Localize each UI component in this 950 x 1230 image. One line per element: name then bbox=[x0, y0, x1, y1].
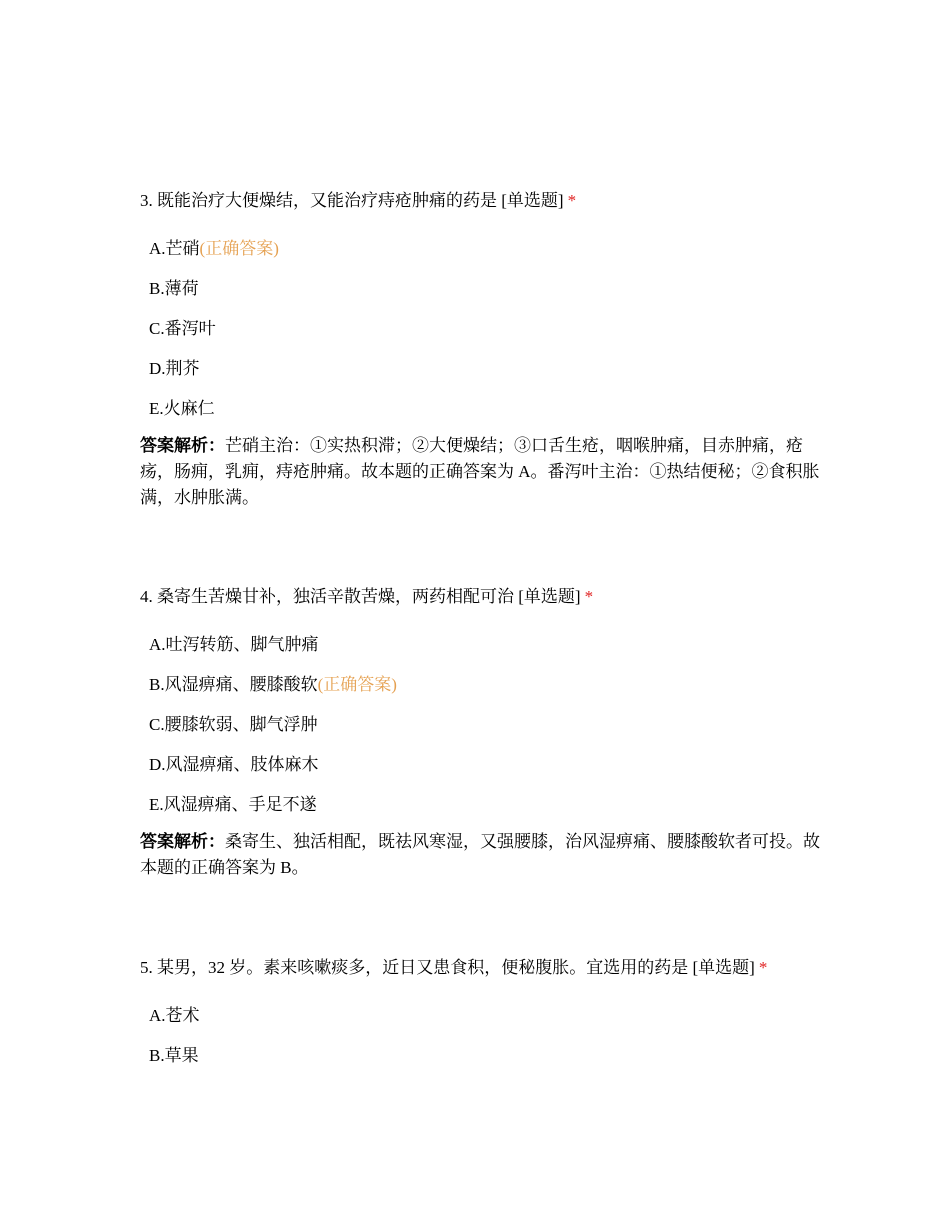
question-4 bbox=[140, 578, 820, 881]
option-text: A.芒硝 bbox=[149, 239, 200, 258]
option-e[interactable] bbox=[149, 785, 820, 825]
correct-answer-tag: (正确答案) bbox=[199, 239, 279, 258]
answer-analysis bbox=[140, 829, 820, 881]
option-list bbox=[149, 229, 820, 429]
option-c[interactable] bbox=[149, 705, 820, 745]
question-title-text: 3. 既能治疗大便燥结，又能治疗痔疮肿痛的药是 [单选题] bbox=[140, 191, 564, 210]
required-mark: * bbox=[758, 958, 768, 977]
option-c[interactable] bbox=[149, 309, 820, 349]
answer-analysis bbox=[140, 433, 820, 511]
option-d[interactable] bbox=[149, 745, 820, 785]
question-3 bbox=[140, 182, 820, 511]
analysis-text: 桑寄生、独活相配，既祛风寒湿，又强腰膝，治风湿痹痛、腰膝酸软者可投。故本题的正确答案为 B。 bbox=[140, 832, 820, 877]
option-d[interactable] bbox=[149, 349, 820, 389]
option-list bbox=[149, 996, 800, 1076]
option-text: A.吐泻转筋、脚气肿痛 bbox=[149, 635, 319, 654]
option-list bbox=[149, 625, 820, 825]
analysis-text: 芒硝主治：①实热积滞；②大便燥结；③口舌生疮，咽喉肿痛，目赤肿痛，疮疡，肠痈，乳痈，痔疮肿痛。故本题的正确答案为 A。番泻叶主治：①热结便秘；②食积胀满，水肿胀满。 bbox=[140, 436, 820, 507]
option-a[interactable] bbox=[149, 625, 820, 665]
question-5 bbox=[140, 949, 800, 1076]
option-a[interactable] bbox=[149, 996, 800, 1036]
required-mark: * bbox=[584, 587, 594, 606]
option-text: A.苍术 bbox=[149, 1006, 200, 1025]
question-title bbox=[140, 578, 820, 615]
option-text: E.风湿痹痛、手足不遂 bbox=[149, 795, 317, 814]
option-text: C.腰膝软弱、脚气浮肿 bbox=[149, 715, 318, 734]
option-text: D.荆芥 bbox=[149, 359, 200, 378]
option-text: B.风湿痹痛、腰膝酸软 bbox=[149, 675, 318, 694]
option-text: C.番泻叶 bbox=[149, 319, 216, 338]
analysis-label: 答案解析： bbox=[140, 436, 225, 455]
question-title-text: 4. 桑寄生苦燥甘补，独活辛散苦燥，两药相配可治 [单选题] bbox=[140, 587, 581, 606]
option-b[interactable] bbox=[149, 1036, 800, 1076]
option-b[interactable] bbox=[149, 665, 820, 705]
option-text: B.草果 bbox=[149, 1046, 199, 1065]
analysis-label: 答案解析： bbox=[140, 832, 225, 851]
option-a[interactable] bbox=[149, 229, 820, 269]
option-text: E.火麻仁 bbox=[149, 399, 215, 418]
option-text: B.薄荷 bbox=[149, 279, 199, 298]
required-mark: * bbox=[567, 191, 577, 210]
question-title-text: 5. 某男，32 岁。素来咳嗽痰多，近日又患食积，便秘腹胀。宜选用的药是 [单选题] bbox=[140, 958, 755, 977]
question-title bbox=[140, 949, 800, 986]
option-text: D.风湿痹痛、肢体麻木 bbox=[149, 755, 319, 774]
option-b[interactable] bbox=[149, 269, 820, 309]
option-e[interactable] bbox=[149, 389, 820, 429]
question-title bbox=[140, 182, 820, 219]
correct-answer-tag: (正确答案) bbox=[317, 675, 397, 694]
